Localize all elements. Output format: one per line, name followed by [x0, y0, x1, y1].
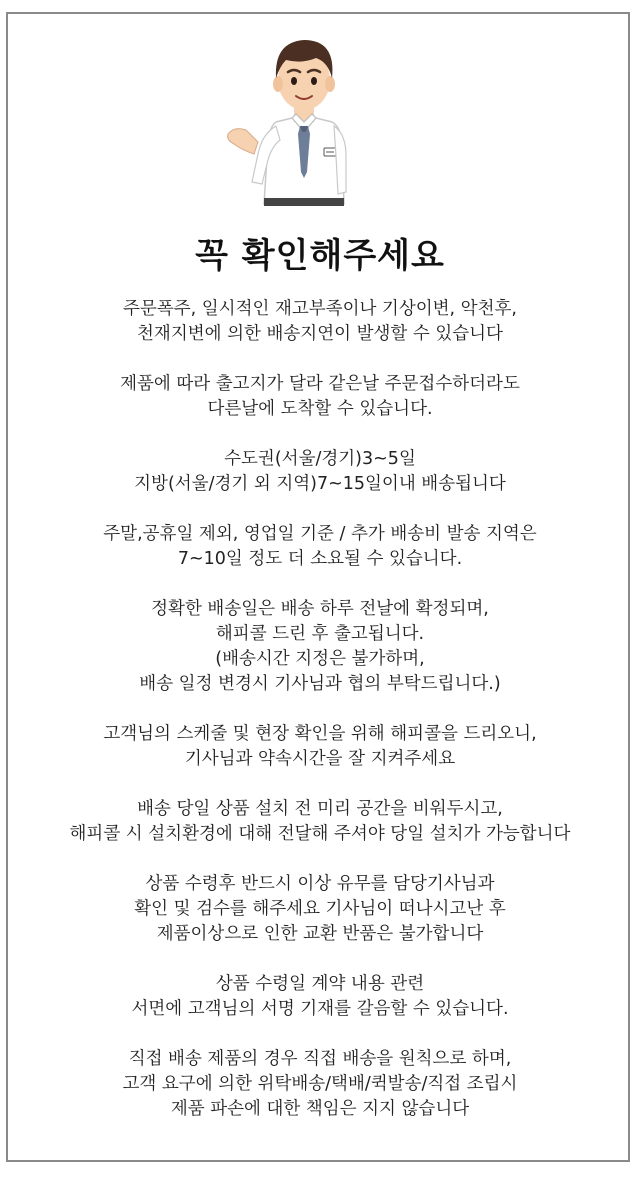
notice-line: 확인 및 검수를 해주세요 기사님이 떠나시고난 후	[134, 899, 506, 919]
notice-delay	[0, 297, 640, 347]
notice-line: 상품 수령후 반드시 이상 유무를 담당기사님과	[145, 874, 495, 894]
notice-line: 주문폭주, 일시적인 재고부족이나 기상이변, 악천후,	[123, 299, 517, 319]
notice-line: 다른날에 도착할 수 있습니다.	[207, 399, 433, 419]
notice-line: 수도권(서울/경기)3~5일	[224, 449, 416, 469]
notice-inspection	[0, 872, 640, 947]
notice-list	[0, 297, 640, 1147]
notice-line: 제품에 따라 출고지가 달라 같은날 주문접수하더라도	[120, 374, 520, 394]
notice-schedule	[0, 722, 640, 772]
notice-line: 천재지변에 의한 배송지연이 발생할 수 있습니다	[137, 324, 503, 344]
notice-line: 직접 배송 제품의 경우 직접 배송을 원칙으로 하며,	[128, 1049, 512, 1069]
notice-install	[0, 797, 640, 847]
notice-line: 상품 수령일 계약 내용 관련	[215, 974, 425, 994]
notice-line: 서면에 고객님의 서명 기재를 갈음할 수 있습니다.	[131, 999, 509, 1019]
notice-line: 정확한 배송일은 배송 하루 전날에 확정되며,	[151, 599, 489, 619]
notice-delivery-period	[0, 447, 640, 497]
notice-line: 배송 당일 상품 설치 전 미리 공간을 비워두시고,	[137, 799, 503, 819]
notice-line: 고객 요구에 의한 위탁배송/택배/퀵발송/직접 조립시	[122, 1074, 518, 1094]
notice-line: 제품 파손에 대한 책임은 지지 않습니다	[170, 1099, 470, 1119]
notice-line: 7~10일 정도 더 소요될 수 있습니다.	[177, 549, 463, 569]
notice-line: 해피콜 드린 후 출고됩니다.	[215, 624, 425, 644]
notice-warehouse	[0, 372, 640, 422]
notice-line: (배송시간 지정은 불가하며,	[215, 649, 425, 669]
page-title: 꼭 확인해주세요	[195, 236, 445, 276]
notice-direct-delivery	[0, 1047, 640, 1122]
notice-contract	[0, 972, 640, 1022]
notice-line: 고객님의 스케줄 및 현장 확인을 위해 해피콜을 드리오니,	[103, 724, 537, 744]
staff-person-pointing-icon	[224, 22, 374, 212]
notice-line: 해피콜 시 설치환경에 대해 전달해 주셔야 당일 설치가 가능합니다	[69, 824, 571, 844]
notice-happy-call	[0, 597, 640, 697]
notice-weekend	[0, 522, 640, 572]
notice-line: 기사님과 약속시간을 잘 지켜주세요	[184, 749, 456, 769]
notice-line: 배송 일정 변경시 기사님과 협의 부탁드립니다.)	[139, 674, 501, 694]
notice-line: 주말,공휴일 제외, 영업일 기준 / 추가 배송비 발송 지역은	[103, 524, 537, 544]
notice-line: 지방(서울/경기 외 지역)7~15일이내 배송됩니다	[134, 474, 506, 494]
notice-line: 제품이상으로 인한 교환 반품은 불가합니다	[156, 924, 484, 944]
